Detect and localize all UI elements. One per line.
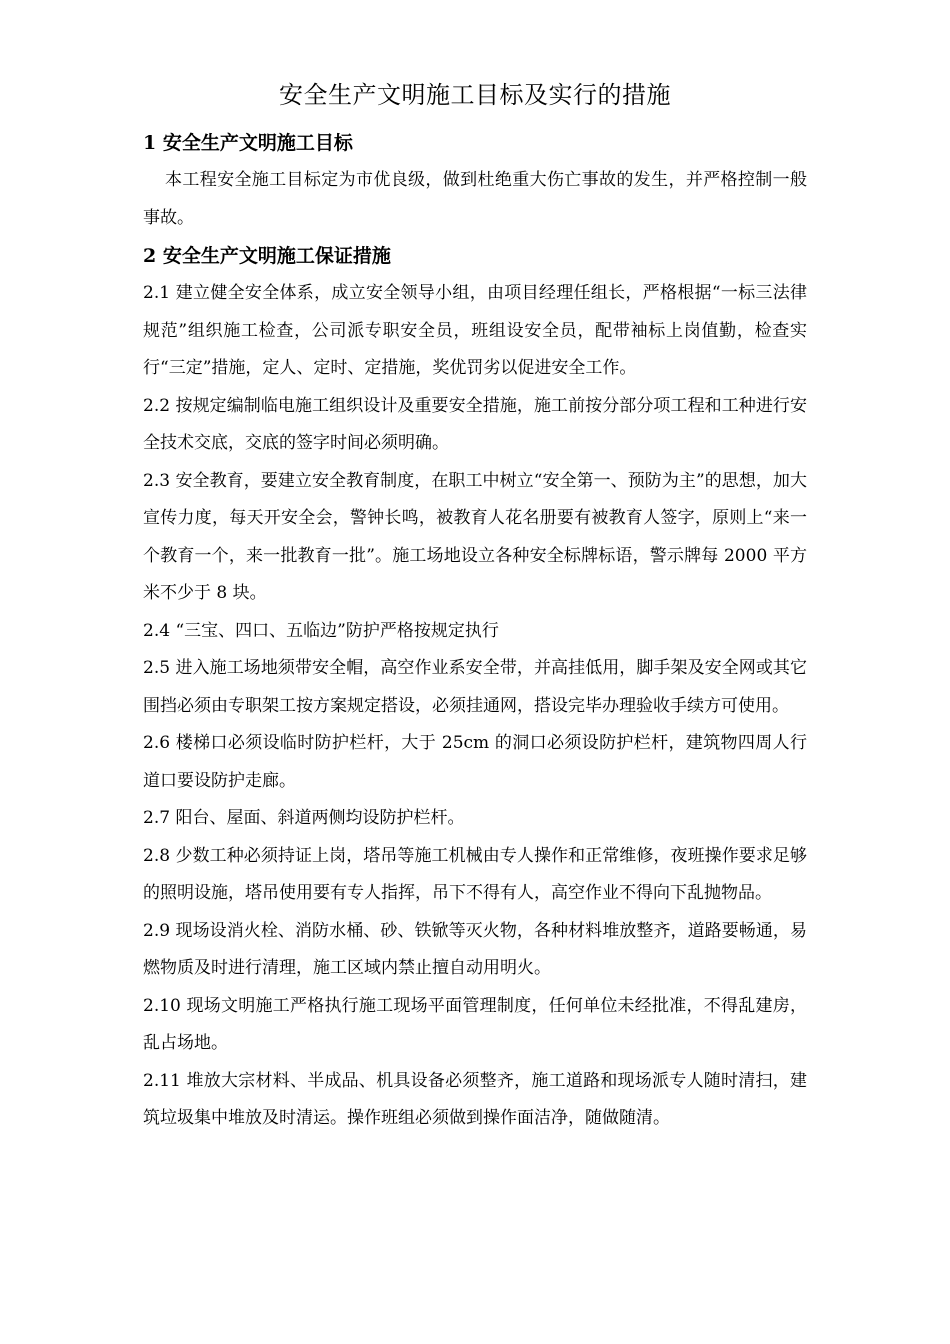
document-page [143, 78, 807, 1138]
goal-paragraph: 本工程安全施工目标定为市优良级，做到杜绝重大伤亡事故的发生，并严格控制一般事故。 [143, 170, 807, 228]
measure-2-3: 2.3 安全教育，要建立安全教育制度，在职工中树立“安全第一、预防为主”的思想，加大宣传力度，每天开安全会，警钟长鸣，被教育人花名册要有被教育人签字，原则上“来一个教育一个，来一批教育一批”。施工场地设立各种安全标牌标语，警示牌每 2000 平方米不少于 8 块。 [143, 470, 807, 603]
measure-2-7: 2.7 阳台、屋面、斜道两侧均设防护栏杆。 [143, 808, 465, 828]
measure-2-5: 2.5 进入施工场地须带安全帽，高空作业系安全带，并高挂低用，脚手架及安全网或其它围挡必须由专职架工按方案规定搭设，必须挂通网，搭设完毕办理验收手续方可使用。 [143, 658, 807, 716]
measure-2-9: 2.9 现场设消火栓、消防水桶、砂、铁锨等灭火物，各种材料堆放整齐，道路要畅通，易燃物质及时进行清理，施工区域内禁止擅自动用明火。 [143, 920, 807, 978]
measure-2-8: 2.8 少数工种必须持证上岗，塔吊等施工机械由专人操作和正常维修，夜班操作要求足够的照明设施，塔吊使用要有专人指挥，吊下不得有人，高空作业不得向下乱抛物品。 [143, 845, 807, 903]
section-heading-goal: 1 安全生产文明施工目标 [143, 132, 353, 154]
document-title: 安全生产文明施工目标及实行的措施 [279, 81, 671, 109]
section-heading-measures: 2 安全生产文明施工保证措施 [143, 245, 391, 267]
measure-2-1: 2.1 建立健全安全体系，成立安全领导小组，由项目经理任组长，严格根据“一标三法律规范”组织施工检查，公司派专职安全员，班组设安全员，配带袖标上岗值勤，检查实行“三定”措施，定人、定时、定措施，奖优罚劣以促进安全工作。 [143, 283, 807, 378]
measure-2-4: 2.4 “三宝、四口、五临边”防护严格按规定执行 [143, 620, 499, 641]
measure-2-6: 2.6 楼梯口必须设临时防护栏杆，大于 25cm 的洞口必须设防护栏杆，建筑物四周人行道口要设防护走廊。 [143, 733, 807, 791]
measure-2-11: 2.11 堆放大宗材料、半成品、机具设备必须整齐，施工道路和现场派专人随时清扫，建筑垃圾集中堆放及时清运。操作班组必须做到操作面洁净，随做随清。 [143, 1070, 807, 1128]
measure-2-2: 2.2 按规定编制临电施工组织设计及重要安全措施，施工前按分部分项工程和工种进行安全技术交底，交底的签字时间必须明确。 [143, 395, 807, 453]
measure-2-10: 2.10 现场文明施工严格执行施工现场平面管理制度，任何单位未经批准，不得乱建房，乱占场地。 [143, 995, 807, 1053]
